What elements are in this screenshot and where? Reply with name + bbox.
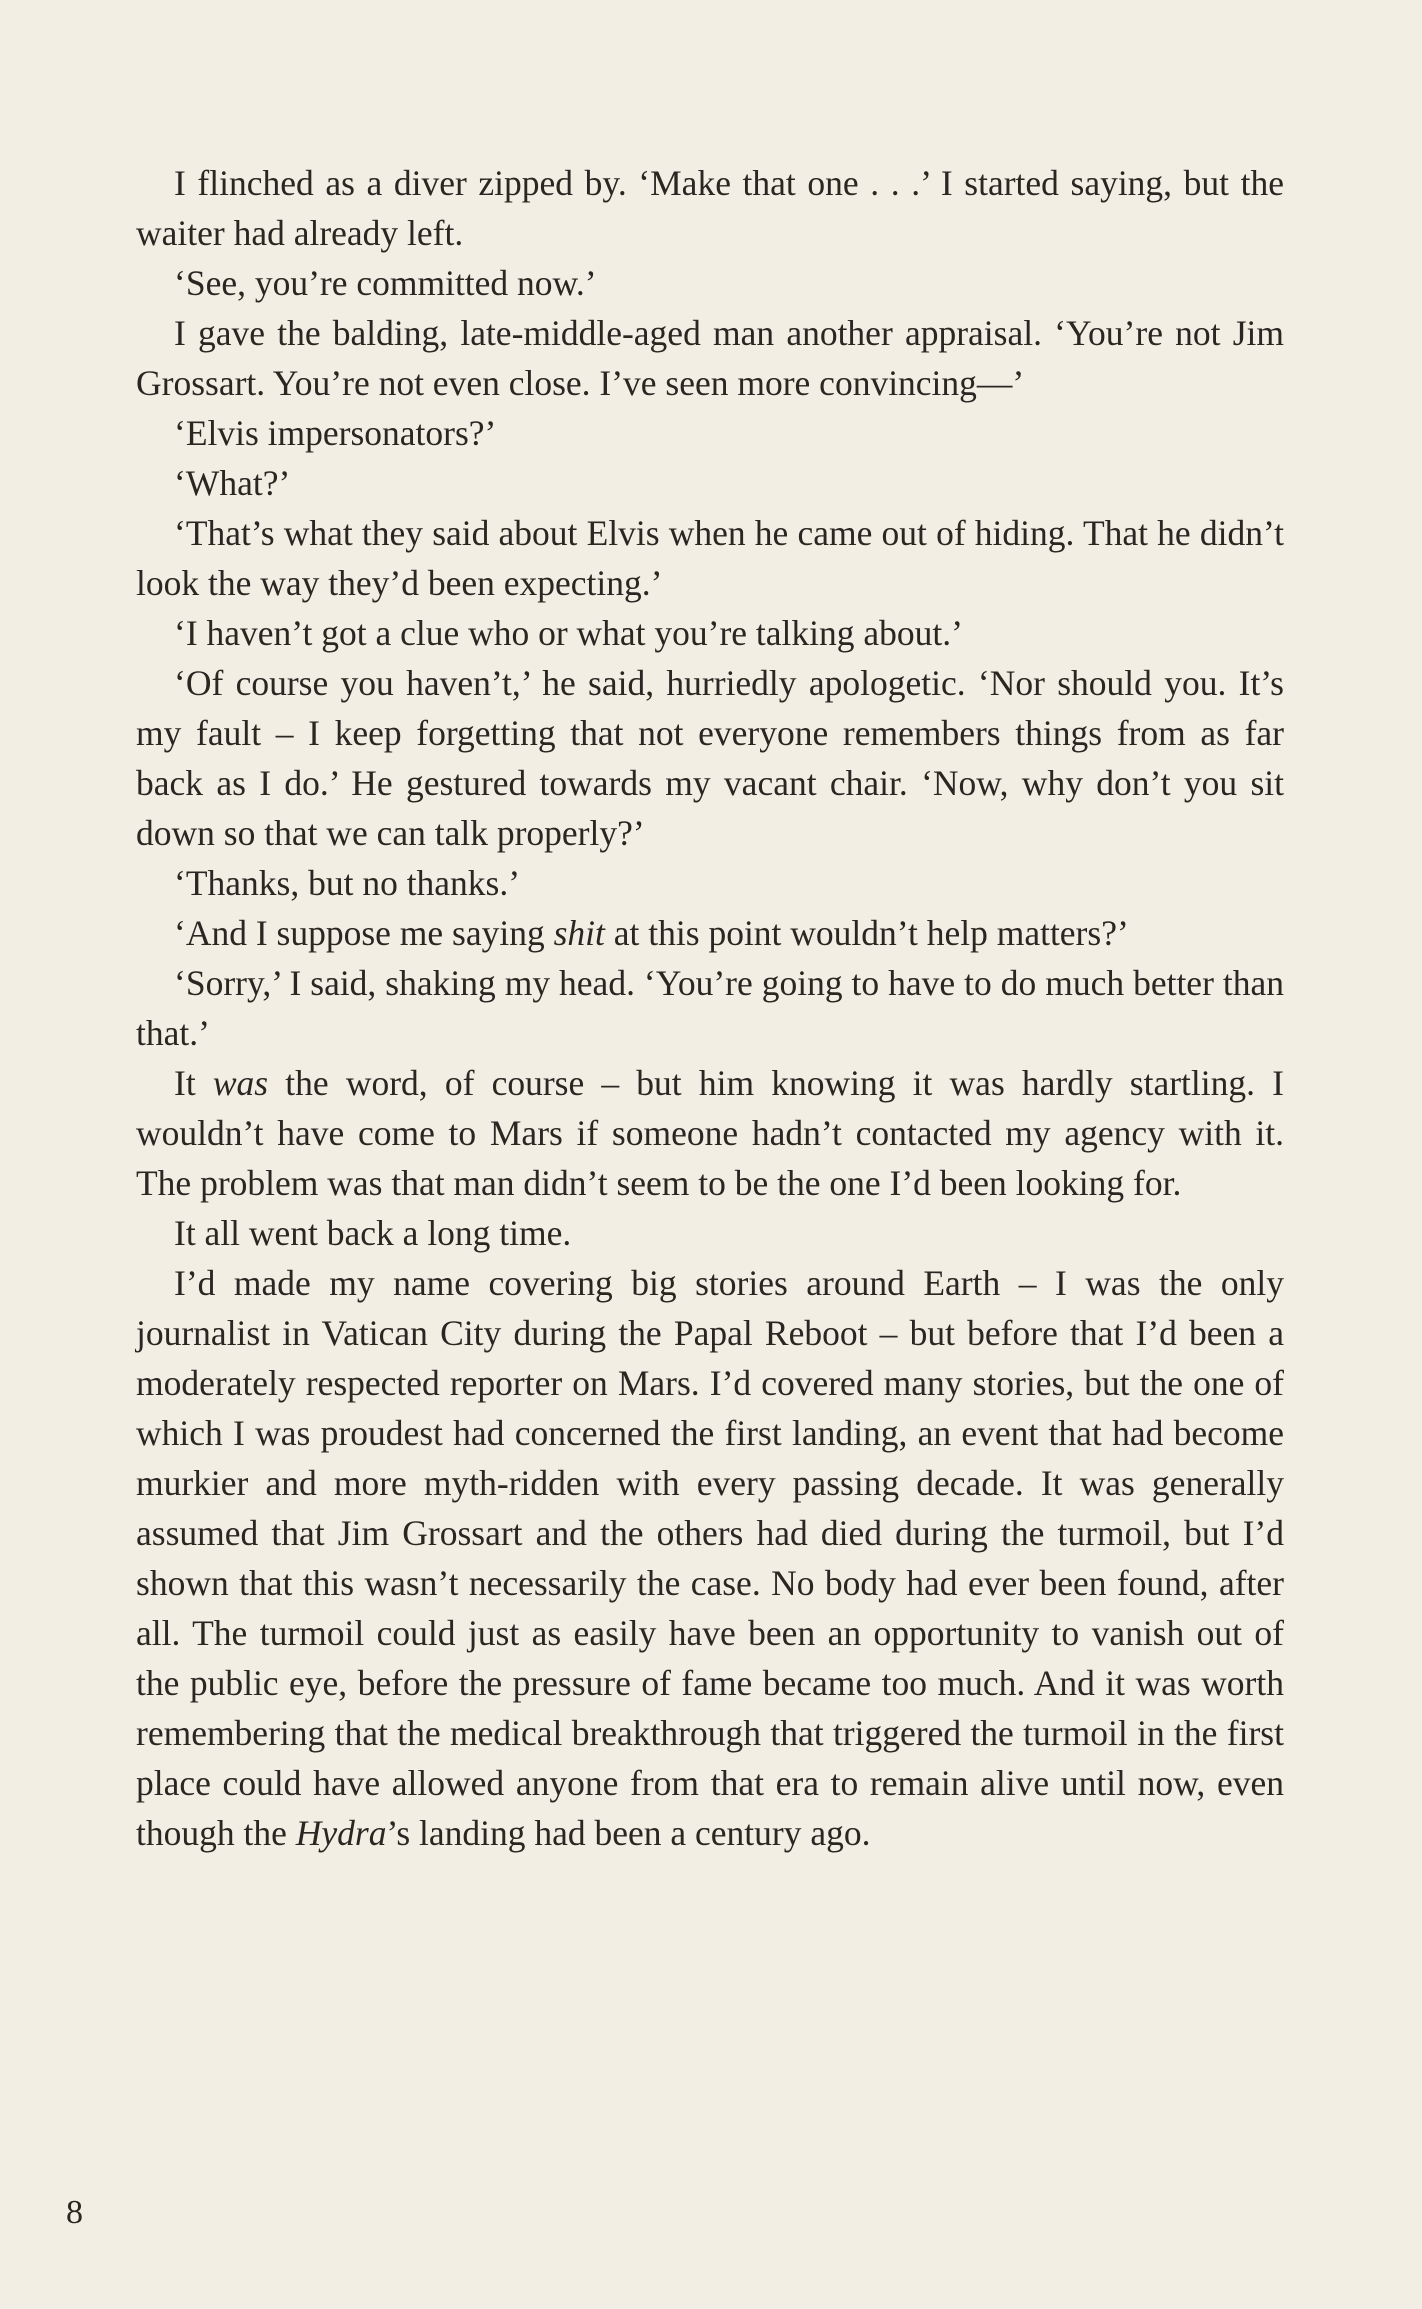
paragraph — [136, 1208, 1284, 1258]
paragraph — [136, 1258, 1284, 1858]
paragraph — [136, 508, 1284, 608]
text-run: I gave the balding, late-middle-aged man another appraisal. ‘You’re not Jim Grossart. You’re not even close. I’ve seen more convincing—’ — [136, 313, 1284, 403]
text-run: the word, of course – but him knowing it was hardly startling. I wouldn’t have come to Mars if someone hadn’t contacted my agency with it. The problem was that man didn’t seem to be the one I’d been looking for. — [136, 1063, 1284, 1203]
paragraph — [136, 308, 1284, 408]
page-number: 8 — [66, 2194, 83, 2231]
text-run: ‘And I suppose me saying — [174, 913, 554, 953]
text-run: ‘Thanks, but no thanks.’ — [174, 863, 521, 903]
text-run: ‘Of course you haven’t,’ he said, hurriedly apologetic. ‘Nor should you. It’s my fault – I keep forgetting that not everyone remembers things from as far back as I do.’ He gestured towards my vacant chair. ‘Now, why don’t you sit down so that we can talk properly?’ — [136, 663, 1284, 853]
text-run: ‘That’s what they said about Elvis when he came out of hiding. That he didn’t look the way they’d been expecting.’ — [136, 513, 1284, 603]
text-run: I flinched as a diver zipped by. ‘Make that one . . .’ I started saying, but the waiter had already left. — [136, 163, 1284, 253]
paragraph — [136, 908, 1284, 958]
text-run: ‘Elvis impersonators?’ — [174, 413, 497, 453]
text-run: I’d made my name covering big stories around Earth – I was the only journalist in Vatican City during the Papal Reboot – but before that I’d been a moderately respected reporter on Mars. I’d covered many stories, but the one of which I was proudest had concerned the first landing, an event that had become murkier and more myth-ridden with every passing decade. It was generally assumed that Jim Grossart and the others had died during the turmoil, but I’d shown that this wasn’t necessarily the case. No body had ever been found, after all. The turmoil could just as easily have been an opportunity to vanish out of the public eye, before the pressure of fame became too much. And it was worth remembering that the medical breakthrough that triggered the turmoil in the first place could have allowed anyone from that era to remain alive until now, even though the — [136, 1263, 1284, 1853]
paragraph — [136, 1058, 1284, 1208]
text-run: ’s landing had been a century ago. — [386, 1813, 871, 1853]
italic-text: shit — [553, 913, 605, 953]
text-run: ‘What?’ — [174, 463, 291, 503]
text-run: at this point wouldn’t help matters?’ — [604, 913, 1129, 953]
paragraph — [136, 958, 1284, 1058]
italic-text: Hydra — [295, 1813, 387, 1853]
paragraph — [136, 858, 1284, 908]
text-run: It — [174, 1063, 213, 1103]
paragraph — [136, 608, 1284, 658]
paragraph — [136, 658, 1284, 858]
body-text — [136, 158, 1284, 1858]
text-run: ‘Sorry,’ I said, shaking my head. ‘You’re going to have to do much better than that.’ — [136, 963, 1284, 1053]
paragraph — [136, 408, 1284, 458]
paragraph — [136, 258, 1284, 308]
text-run: ‘I haven’t got a clue who or what you’re talking about.’ — [174, 613, 963, 653]
text-run: ‘See, you’re committed now.’ — [174, 263, 597, 303]
italic-text: was — [212, 1063, 269, 1103]
paragraph — [136, 158, 1284, 258]
text-run: It all went back a long time. — [174, 1213, 572, 1253]
paragraph — [136, 458, 1284, 508]
